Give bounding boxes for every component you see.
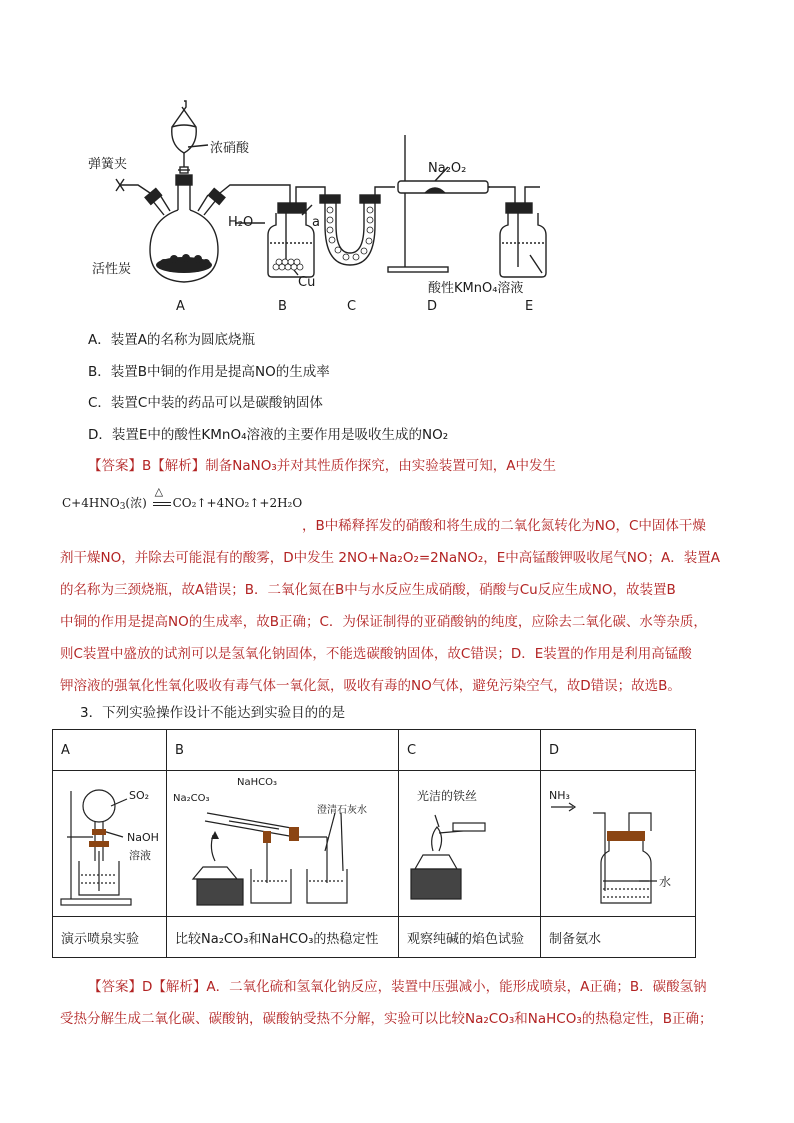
figure-cell-b bbox=[167, 771, 399, 917]
label-activated-carbon: 活性炭 bbox=[92, 262, 132, 277]
label-solution: 溶液 bbox=[129, 849, 151, 862]
answer1-line-1: 剂干燥NO，并除去可能混有的酸雾，D中发生 2NO+Na₂O₂=2NaNO₂，E中高锰酸钾吸收尾气NO；A．装置A bbox=[60, 550, 720, 566]
equation-right: CO₂↑+4NO₂↑+2H₂O bbox=[172, 496, 303, 510]
header-d: D bbox=[541, 730, 696, 771]
figure-cell-d bbox=[541, 771, 696, 917]
table-caption-row bbox=[53, 917, 696, 958]
equation-left: C+4HNO bbox=[62, 496, 120, 510]
figure-cell-c bbox=[399, 771, 541, 917]
apparatus-letter-c: C bbox=[347, 299, 357, 314]
label-na2o2: Na₂O₂ bbox=[428, 161, 467, 176]
header-a: A bbox=[53, 730, 167, 771]
option-d: D．装置E中的酸性KMnO₄溶液的主要作用是吸收生成的NO₂ bbox=[88, 427, 449, 443]
answer2-line-1: A．二氧化硫和氢氧化钠反应，装置中压强减小，能形成喷泉，A正确；B．碳酸氢钠 bbox=[206, 979, 707, 995]
answer1-line-5: 钾溶液的强氧化性氧化吸收有毒气体一氧化氮，吸收有毒的NO气体，避免污染空气，故D错误；故选B。 bbox=[60, 678, 681, 694]
equation-sub: 3 bbox=[119, 502, 126, 512]
answer1-first-line bbox=[88, 456, 556, 476]
label-nh3: NH₃ bbox=[549, 789, 570, 802]
equation bbox=[62, 485, 303, 512]
caption-c: 观察纯碱的焰色试验 bbox=[399, 917, 541, 958]
answer1-tag: 【答案】B【解析】 bbox=[88, 458, 206, 474]
label-nahco3: NaHCO₃ bbox=[237, 777, 277, 788]
header-b: B bbox=[167, 730, 399, 771]
caption-b: 比较Na₂CO₃和NaHCO₃的热稳定性 bbox=[167, 917, 399, 958]
option-c: C．装置C中装的药品可以是碳酸钠固体 bbox=[88, 395, 323, 411]
caption-d: 制备氨水 bbox=[541, 917, 696, 958]
header-c: C bbox=[399, 730, 541, 771]
label-na2co3: Na₂CO₃ bbox=[173, 793, 210, 804]
apparatus-letter-b: B bbox=[278, 299, 287, 314]
apparatus-letter-a: A bbox=[176, 299, 185, 314]
answer2-tag: 【答案】D【解析】 bbox=[88, 979, 207, 995]
label-kmno4: 酸性KMnO₄溶液 bbox=[428, 281, 524, 296]
figure-cell-a bbox=[53, 771, 167, 917]
question3-table bbox=[52, 729, 696, 958]
delta-symbol: △ bbox=[154, 485, 164, 498]
label-a: a bbox=[312, 215, 320, 230]
question3-title: 3．下列实验操作设计不能达到实验目的的是 bbox=[80, 705, 346, 721]
caption-a: 演示喷泉实验 bbox=[53, 917, 167, 958]
table-header-row bbox=[53, 730, 696, 771]
apparatus-letter-e: E bbox=[525, 299, 534, 314]
label-water: 水 bbox=[659, 875, 672, 889]
label-cu: Cu bbox=[298, 275, 316, 290]
apparatus-figure bbox=[80, 95, 580, 320]
apparatus-letter-d: D bbox=[427, 299, 438, 314]
answer1-line-4: 则C装置中盛放的试剂可以是氢氧化钠固体，不能选碳酸钠固体，故C错误；D．E装置的作用是利用高锰酸 bbox=[60, 646, 692, 662]
label-iron-wire: 光洁的铁丝 bbox=[417, 789, 478, 803]
answer1-line-3: 中铜的作用是提高NO的生成率，故B正确；C．为保证制得的亚硝酸钠的纯度，应除去二氧化碳、水等杂质， bbox=[60, 614, 707, 630]
label-limewater: 澄清石灰水 bbox=[317, 805, 367, 816]
answer2-line-2: 受热分解生成二氧化碳、碳酸钠，碳酸钠受热不分解，实验可以比较Na₂CO₃和NaHCO₃的热稳定性，B正确； bbox=[60, 1011, 713, 1027]
equation-mid: (浓) bbox=[125, 496, 147, 510]
label-spring-clip: 弹簧夹 bbox=[88, 157, 128, 172]
label-naoh: NaOH bbox=[127, 831, 159, 844]
option-a: A．装置A的名称为圆底烧瓶 bbox=[88, 332, 255, 348]
answer2-first-line bbox=[88, 977, 707, 997]
option-b: B．装置B中铜的作用是提高NO的生成率 bbox=[88, 364, 330, 380]
equation-arrow bbox=[151, 485, 173, 510]
answer1-after-eq: ，B中稀释挥发的硝酸和将生成的二氧化氮转化为NO，C中固体干燥 bbox=[302, 518, 706, 534]
answer1-line-2: 的名称为三颈烧瓶，故A错误；B．二氧化氮在B中与水反应生成硝酸，硝酸与Cu反应生成NO，故装置B bbox=[60, 582, 676, 598]
label-conc-nitric: 浓硝酸 bbox=[210, 141, 250, 156]
label-h2o: H₂O bbox=[228, 215, 254, 230]
table-figure-row bbox=[53, 771, 696, 917]
answer1-intro: 制备NaNO₃并对其性质作探究，由实验装置可知，A中发生 bbox=[205, 458, 557, 474]
label-so2: SO₂ bbox=[129, 789, 150, 802]
